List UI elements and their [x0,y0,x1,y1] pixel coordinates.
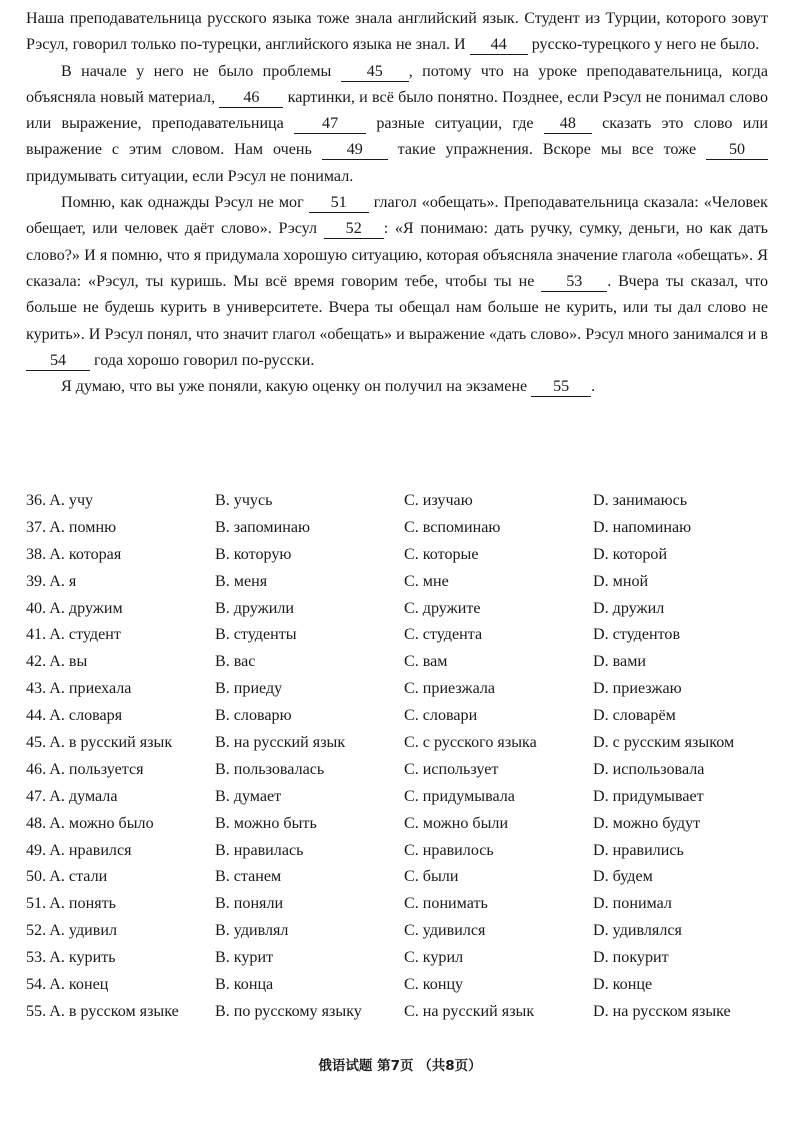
blank-47: 47 [294,114,366,134]
option-c: C. студента [404,626,483,644]
option-row-36 [26,488,786,515]
option-d: D. будем [593,868,653,886]
option-a: 54. A. конец [26,976,109,994]
option-row-41 [26,622,786,649]
option-a: 52. A. удивил [26,922,117,940]
option-b: B. нравилась [215,841,304,859]
passage-text: русско-турецкого у него не было. [527,36,760,54]
option-c: C. вспоминаю [404,518,501,536]
blank-53: 53 [541,272,607,292]
option-a: 53. A. курить [26,949,116,967]
option-d: D. мной [593,572,649,590]
option-b: B. поняли [215,895,284,913]
option-row-51 [26,891,786,918]
option-b: B. вас [215,653,256,671]
option-a: 39. A. я [26,572,77,590]
option-a: 49. A. нравился [26,841,132,859]
option-row-46 [26,757,786,784]
passage-text: картинки, и всё было понятно. Позднее, если Рэсул не понимал слово или выражение, преподавательница [26,88,768,133]
option-a: 50. A. стали [26,868,108,886]
option-d: D. дружил [593,599,665,617]
option-d: D. понимал [593,895,672,913]
option-b: B. учусь [215,492,273,509]
blank-54: 54 [26,351,90,371]
passage-text: . Вчера ты сказал, что больше не будешь курить в университете. Вчера ты обещал нам больше не курить, или ты дал слово не курить». И Рэсул понял, что значит глагол «обещать» и выражение «дать слово». Рэсул много занимался и в [26,272,768,343]
option-d: D. конце [593,976,653,994]
passage-text: такие упражнения. Вскоре мы все тоже [387,141,706,159]
option-c: C. приезжала [404,680,496,698]
option-d: D. студентов [593,626,681,644]
option-a: 36. A. учу [26,492,94,509]
option-c: C. мне [404,572,449,590]
option-row-37 [26,515,786,542]
passage-text: Наша преподавательница русского языка тоже знала английский язык. Студент из Турции, которого зовут Рэсул, говорил только по-турецки, английского языка не знал. И [26,10,768,54]
option-row-50 [26,864,786,891]
option-b: B. на русский язык [215,734,346,752]
option-d: D. покурит [593,949,669,967]
option-a: 43. A. приехала [26,680,132,698]
option-row-38 [26,542,786,569]
option-b: B. запоминаю [215,518,310,536]
paragraph-3 [26,190,768,374]
option-a: 51. A. понять [26,895,116,913]
option-d: D. придумывает [593,787,704,805]
blank-51: 51 [309,193,369,213]
passage-text: глагол «обещать». Преподавательница сказала: «Человек обещает, или человек даёт слово». Рэсул [26,194,768,238]
option-b: B. по русскому языку [215,1002,362,1020]
option-c: C. на русский язык [404,1002,535,1020]
option-b: B. которую [215,545,292,563]
option-a: 41. A. студент [26,626,121,644]
option-row-40 [26,596,786,623]
option-d: D. с русским языком [593,734,735,752]
option-a: 46. A. пользуется [26,760,144,778]
option-c: C. были [404,868,459,886]
option-row-48 [26,811,786,838]
option-c: C. словари [404,707,478,725]
blank-52: 52 [324,219,384,239]
option-d: D. которой [593,545,668,563]
answer-options [26,488,786,1026]
option-d: D. нравились [593,841,684,859]
option-a: 37. A. помню [26,518,117,536]
option-b: B. студенты [215,626,297,644]
option-c: C. изучаю [404,492,473,509]
page-footer: 俄语试题 第7页 （共8页） [318,1058,482,1074]
blank-46: 46 [219,88,283,108]
option-a: 48. A. можно было [26,814,154,832]
option-b: B. курит [215,949,274,967]
option-a: 44. A. словаря [26,707,123,725]
option-c: C. вам [404,653,448,671]
passage-text: Я думаю, что вы уже поняли, какую оценку он получил на экзамене [61,378,532,396]
passage-text: придумывать ситуации, если Рэсул не понимал. [26,167,354,185]
option-b: B. конца [215,976,274,994]
option-c: C. курил [404,949,464,967]
option-a: 40. A. дружим [26,599,123,617]
option-b: B. удивлял [215,922,289,940]
option-a: 47. A. думала [26,787,118,805]
option-row-52 [26,918,786,945]
option-c: C. использует [404,760,499,778]
passage-text: года хорошо говорил по-русски. [90,351,315,369]
option-c: C. нравилось [404,841,494,859]
option-a: 42. A. вы [26,653,88,671]
option-row-39 [26,569,786,596]
option-row-43 [26,676,786,703]
option-c: C. которые [404,545,479,563]
blank-50: 50 [706,140,768,160]
option-d: D. удивлялся [593,922,682,940]
option-c: C. понимать [404,895,488,913]
blank-49: 49 [322,140,388,160]
blank-45: 45 [341,62,409,82]
passage-text: Помню, как однажды Рэсул не мог [61,194,309,212]
paragraph-1 [26,6,768,59]
option-row-45 [26,730,786,757]
option-a: 55. A. в русском языке [26,1002,179,1020]
passage-text: . [591,378,596,396]
option-row-55 [26,999,786,1026]
option-d: D. можно будут [593,814,701,832]
option-c: C. придумывала [404,787,515,805]
blank-44: 44 [470,35,528,55]
option-row-42 [26,649,786,676]
paragraph-4 [26,374,768,400]
passage-text: сказать это слово или выражение с этим словом. Нам очень [26,115,768,159]
passage-text: , потому что на уроке преподавательница, когда объясняла новый материал, [26,62,768,106]
passage-text: разные ситуации, где [366,115,544,133]
option-c: C. концу [404,976,464,994]
option-row-53 [26,945,786,972]
blank-48: 48 [544,114,592,134]
option-d: D. приезжаю [593,680,682,698]
option-c: C. с русского языка [404,734,537,752]
option-d: D. напоминаю [593,518,692,536]
option-row-44 [26,703,786,730]
option-c: C. удивился [404,922,486,940]
option-b: B. пользовалась [215,760,325,778]
option-b: B. словарю [215,707,292,725]
option-b: B. станем [215,868,282,886]
option-c: C. дружите [404,599,481,617]
option-a: 38. A. которая [26,545,122,563]
cloze-passage [26,6,768,400]
blank-55: 55 [531,377,591,397]
option-b: B. дружили [215,599,295,617]
option-d: D. использовала [593,760,705,778]
option-row-49 [26,838,786,865]
option-d: D. на русском языке [593,1002,731,1020]
passage-text: : «Я понимаю: дать ручку, сумку, деньги, но как дать слово?» И я помню, что я придумала хорошую ситуацию, которая объясняла значение глагола «обещать». Я сказала: «Рэсул, ты куришь. Мы всё время говорим тебе, чтобы ты не [26,220,768,290]
option-d: D. словарём [593,707,676,725]
option-c: C. можно были [404,814,509,832]
option-row-47 [26,784,786,811]
option-d: D. занимаюсь [593,492,688,509]
paragraph-2 [26,59,768,190]
option-a: 45. A. в русский язык [26,734,173,752]
option-row-54 [26,972,786,999]
option-d: D. вами [593,653,646,671]
passage-text: В начале у него не было проблемы [61,62,341,80]
option-b: B. можно быть [215,814,317,832]
option-b: B. думает [215,787,282,805]
option-b: B. меня [215,572,268,590]
option-b: B. приеду [215,680,283,698]
